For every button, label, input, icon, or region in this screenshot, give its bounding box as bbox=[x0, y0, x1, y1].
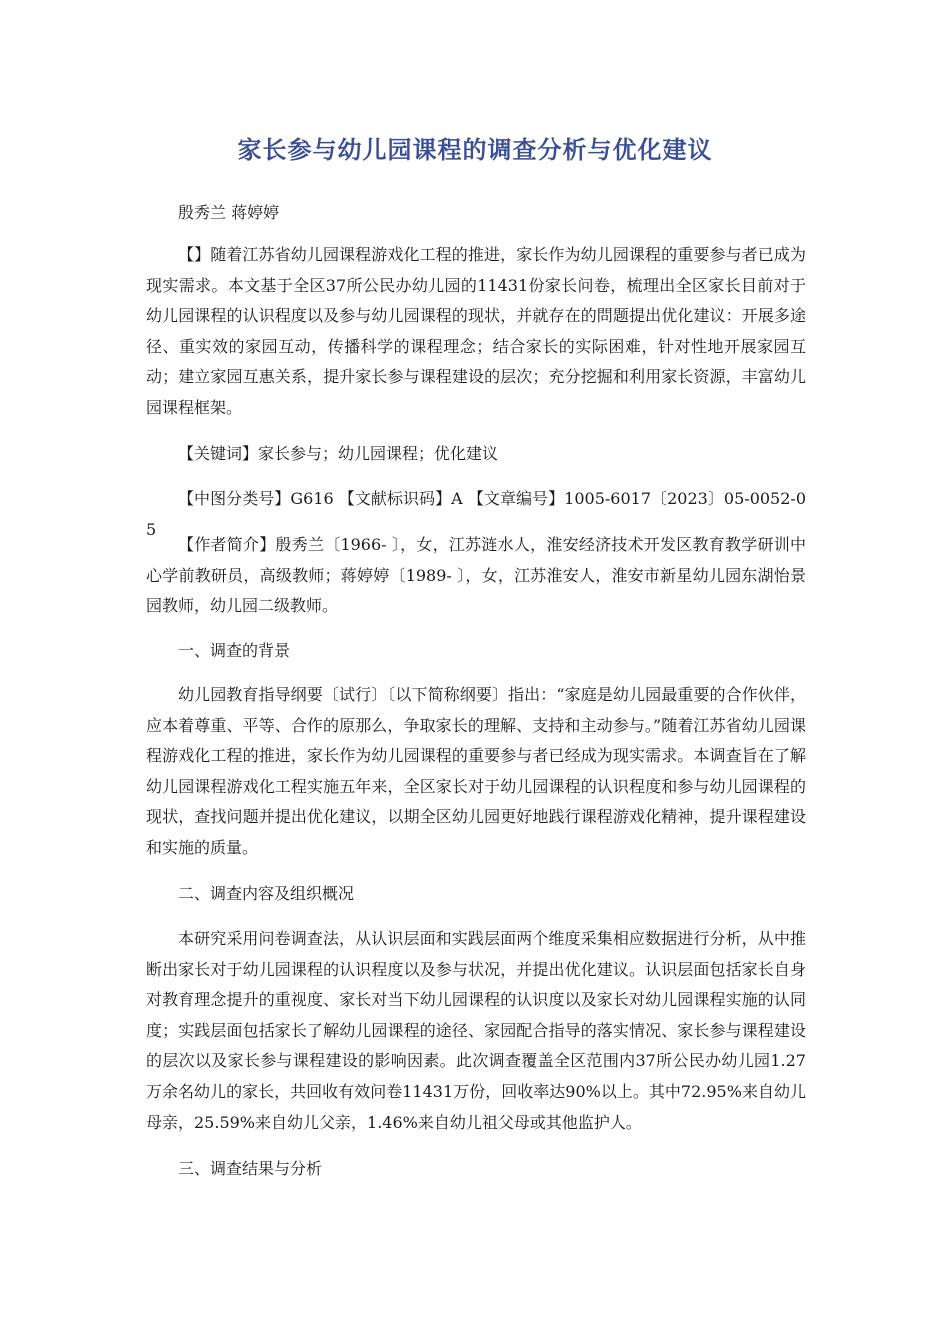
classification-info: 【中图分类号】G616 【文献标识码】A 【文章编号】1005-6017〔2023〕05-0052-05 bbox=[146, 489, 806, 539]
abstract: 【】随着江苏省幼儿园课程游戏化工程的推进，家长作为幼儿园课程的重要参与者已成为现实需求。本文基于全区37所公民办幼儿园的11431份家长问卷，梳理出全区家长目前对于幼儿园课程的认识程度以及参与幼儿园课程的现状，并就存在的問题提出优化建议：开展多途径、重实效的家园互动，传播科学的课程理念；结合家长的实际困难，针对性地开展家园互动；建立家园互惠关系，提升家长参与课程建设的层次；充分挖掘和利用家长资源，丰富幼儿园课程框架。 bbox=[146, 245, 806, 417]
section-heading-content: 二、调查内容及组织概况 bbox=[178, 884, 355, 903]
author-bio: 【作者简介】殷秀兰〔1966- 〕，女，江苏涟水人，淮安经济技术开发区教育教学研训中心学前教研员，高级教师；蒋婷婷〔1989- 〕，女，江苏淮安人，淮安市新星幼儿园东湖怡景园教师，幼儿园二级教师。 bbox=[146, 535, 806, 616]
document-title: 家长参与幼儿园课程的调查分析与优化建议 bbox=[237, 136, 713, 164]
section-heading-background: 一、调查的背景 bbox=[178, 641, 291, 660]
authors: 殷秀兰 蒋婷婷 bbox=[178, 203, 280, 222]
section-body-background: 幼儿园教育指导纲要〔试行〕〔以下简称纲要〕指出：“家庭是幼儿园最重要的合作伙伴，应本着尊重、平等、合作的原那么，争取家长的理解、支持和主动参与。”随着江苏省幼儿园课程游戏化工程的推进，家长作为幼儿园课程的重要参与者已经成为现实需求。本调查旨在了解幼儿园课程游戏化工程实施五年来，全区家长对于幼儿园课程的认识程度和参与幼儿园课程的现状，查找问题并提出优化建议，以期全区幼儿园更好地践行课程游戏化精神，提升课程建设和实施的质量。 bbox=[146, 685, 806, 857]
section-heading-results: 三、调查结果与分析 bbox=[178, 1159, 323, 1178]
section-body-content: 本研究采用问卷调查法，从认识层面和实践层面两个维度采集相应数据进行分析，从中推断出家长对于幼儿园课程的认识程度以及参与状况，并提出优化建议。认识层面包括家长自身对教育理念提升的重视度、家长对当下幼儿园课程的认识度以及家长对幼儿园课程实施的认同度；实践层面包括家长了解幼儿园课程的途径、家园配合指导的落实情况、家长参与课程建设的层次以及家长参与课程建设的影响因素。此次调查覆盖全区范围内37所公民办幼儿园1.27万余名幼儿的家长，共回收有效问卷11431万份，回收率达90%以上。其中72.95%来自幼儿母亲，25.59%来自幼儿父亲，1.46%来自幼儿祖父母或其他监护人。 bbox=[146, 929, 806, 1132]
keywords: 【关键词】家长参与；幼儿园课程；优化建议 bbox=[178, 444, 499, 463]
